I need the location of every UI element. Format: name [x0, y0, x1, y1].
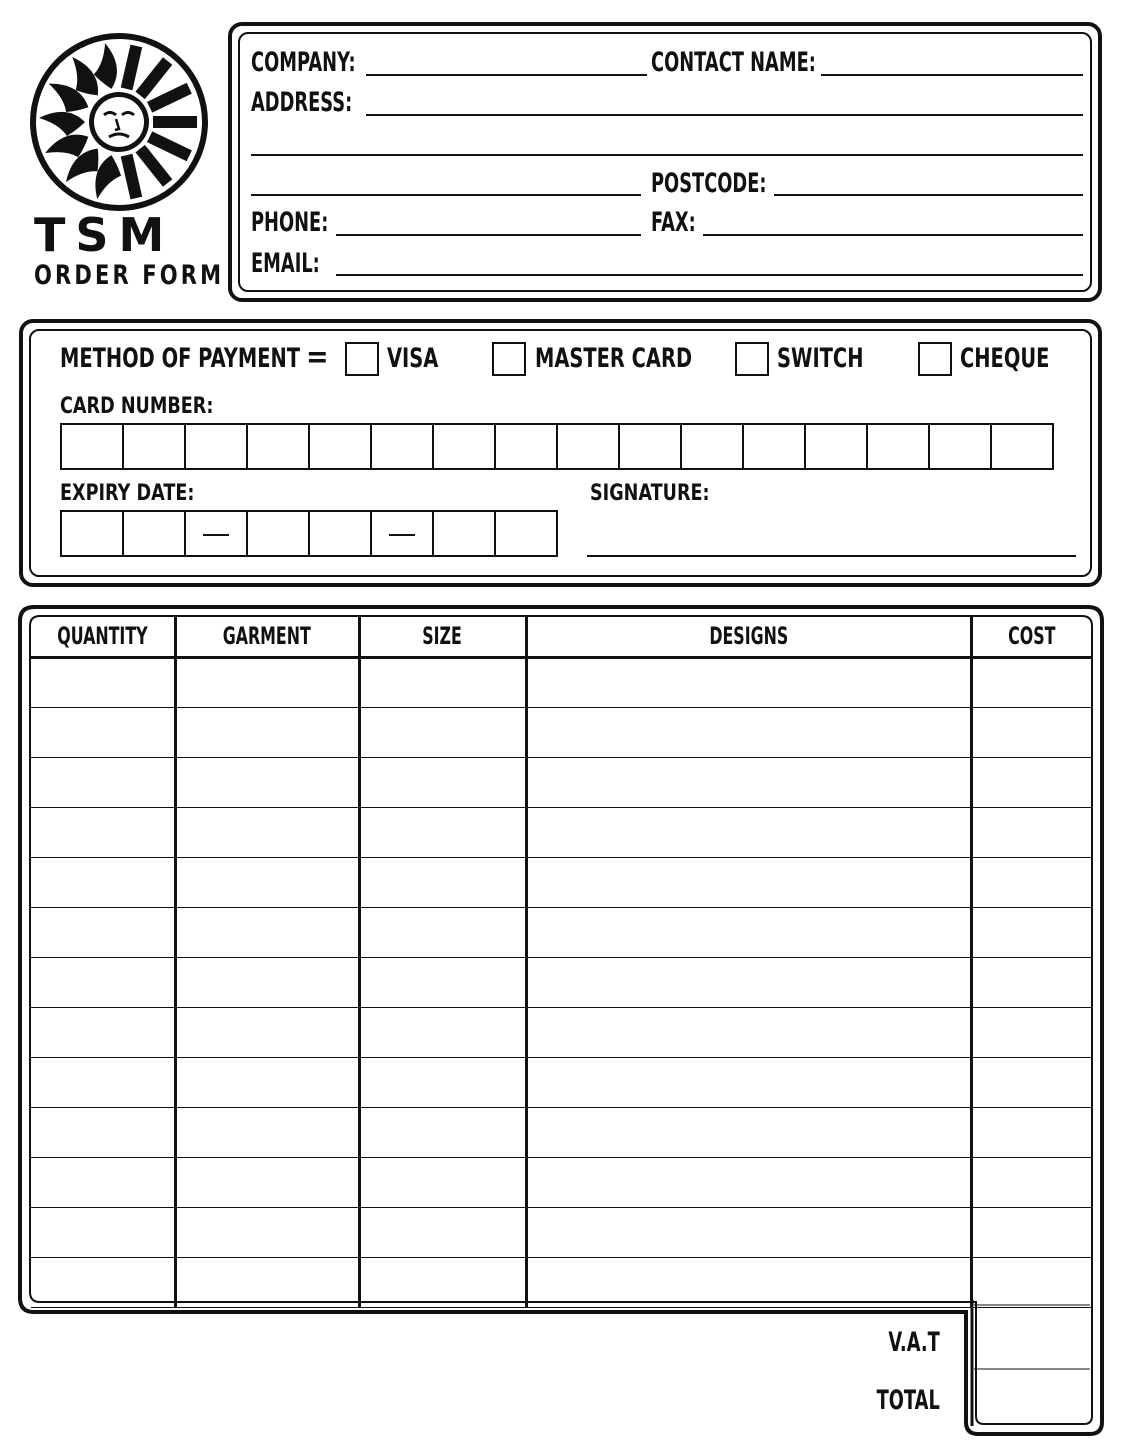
quantity-cell[interactable] — [31, 707, 175, 757]
card-number-digit-cell[interactable] — [62, 425, 124, 468]
signature-field[interactable] — [587, 555, 1076, 557]
card-number-digit-cell[interactable] — [806, 425, 868, 468]
total-label: TOTAL — [876, 1385, 940, 1416]
cost-cell[interactable] — [971, 1007, 1091, 1057]
expiry-date-digit-cell[interactable] — [124, 512, 186, 555]
garment-cell[interactable] — [175, 1107, 359, 1157]
total-cost-field[interactable] — [976, 1371, 1090, 1423]
quantity-cell[interactable] — [31, 757, 175, 807]
payment-method-equals: = — [306, 340, 329, 375]
garment-cell[interactable] — [175, 657, 359, 707]
payment-method-label: METHOD OF PAYMENT — [60, 343, 301, 374]
designs-cell[interactable] — [526, 707, 971, 757]
designs-cell[interactable] — [526, 1107, 971, 1157]
cost-cell[interactable] — [971, 707, 1091, 757]
table-row — [31, 907, 1091, 957]
postcode-field[interactable] — [774, 194, 1083, 196]
email-label: EMAIL: — [251, 248, 320, 279]
designs-cell[interactable] — [526, 807, 971, 857]
cost-cell[interactable] — [971, 907, 1091, 957]
card-number-digit-cell[interactable] — [744, 425, 806, 468]
company-label: COMPANY: — [251, 47, 356, 78]
card-number-digit-cell[interactable] — [248, 425, 310, 468]
quantity-cell[interactable] — [31, 857, 175, 907]
email-field[interactable] — [336, 274, 1083, 276]
quantity-cell[interactable] — [31, 907, 175, 957]
expiry-date-field[interactable] — [60, 510, 558, 557]
table-row — [31, 1257, 1091, 1307]
card-number-digit-cell[interactable] — [434, 425, 496, 468]
table-row — [31, 707, 1091, 757]
designs-cell[interactable] — [526, 1257, 971, 1307]
card-number-digit-cell[interactable] — [930, 425, 992, 468]
garment-cell[interactable] — [175, 1007, 359, 1057]
date-separator — [389, 534, 415, 536]
size-cell[interactable] — [359, 707, 526, 757]
card-number-field[interactable] — [60, 423, 1054, 470]
size-cell[interactable] — [359, 807, 526, 857]
size-cell[interactable] — [359, 757, 526, 807]
table-row — [31, 1007, 1091, 1057]
designs-cell[interactable] — [526, 1207, 971, 1257]
quantity-cell[interactable] — [31, 1057, 175, 1107]
cost-cell[interactable] — [971, 957, 1091, 1007]
quantity-cell[interactable] — [31, 1207, 175, 1257]
table-row — [31, 857, 1091, 907]
signature-label: SIGNATURE: — [590, 481, 710, 506]
column-header-quantity: QUANTITY — [31, 617, 175, 657]
visa-label: VISA — [387, 343, 439, 374]
address-field-line-1[interactable] — [366, 114, 1083, 116]
vat-cost-field[interactable] — [976, 1307, 1090, 1367]
cost-cell[interactable] — [971, 1257, 1091, 1307]
quantity-cell[interactable] — [31, 957, 175, 1007]
table-row — [31, 1157, 1091, 1207]
phone-label: PHONE: — [251, 207, 329, 238]
expiry-date-digit-cell[interactable] — [496, 512, 556, 555]
expiry-date-label: EXPIRY DATE: — [60, 481, 195, 506]
cost-cell[interactable] — [971, 1207, 1091, 1257]
quantity-cell[interactable] — [31, 1007, 175, 1057]
garment-cell[interactable] — [175, 1207, 359, 1257]
garment-cell[interactable] — [175, 1057, 359, 1107]
expiry-date-digit-cell[interactable] — [434, 512, 496, 555]
garment-cell[interactable] — [175, 707, 359, 757]
garment-cell[interactable] — [175, 907, 359, 957]
cost-cell[interactable] — [971, 857, 1091, 907]
designs-cell[interactable] — [526, 857, 971, 907]
card-number-digit-cell[interactable] — [558, 425, 620, 468]
table-row — [31, 657, 1091, 707]
expiry-date-digit-cell[interactable] — [248, 512, 310, 555]
size-cell[interactable] — [359, 907, 526, 957]
cost-cell[interactable] — [971, 1157, 1091, 1207]
column-header-size: SIZE — [359, 617, 526, 657]
company-field[interactable] — [366, 74, 647, 76]
card-number-digit-cell[interactable] — [992, 425, 1052, 468]
garment-cell[interactable] — [175, 807, 359, 857]
designs-cell[interactable] — [526, 657, 971, 707]
postcode-label: POSTCODE: — [651, 168, 767, 199]
card-number-digit-cell[interactable] — [372, 425, 434, 468]
card-number-label: CARD NUMBER: — [60, 394, 214, 419]
cheque-label: CHEQUE — [960, 343, 1050, 374]
address-field-line-3[interactable] — [251, 194, 641, 196]
size-cell[interactable] — [359, 657, 526, 707]
card-number-digit-cell[interactable] — [310, 425, 372, 468]
vat-label: V.A.T — [888, 1327, 940, 1358]
mastercard-checkbox[interactable] — [492, 342, 526, 376]
garment-cell[interactable] — [175, 957, 359, 1007]
size-cell[interactable] — [359, 1107, 526, 1157]
fax-field[interactable] — [703, 234, 1083, 236]
table-row — [31, 807, 1091, 857]
size-cell[interactable] — [359, 857, 526, 907]
quantity-cell[interactable] — [31, 1257, 175, 1307]
column-header-cost: COST — [971, 617, 1091, 657]
garment-cell[interactable] — [175, 1157, 359, 1207]
brand-name: TSM — [34, 208, 175, 262]
contact-name-field[interactable] — [821, 74, 1083, 76]
size-cell[interactable] — [359, 1257, 526, 1307]
mastercard-label: MASTER CARD — [535, 343, 693, 374]
switch-label: SWITCH — [777, 343, 864, 374]
fax-label: FAX: — [651, 207, 696, 238]
expiry-date-separator-cell — [186, 512, 248, 555]
form-title: ORDER FORM — [34, 260, 225, 291]
column-header-designs: DESIGNS — [526, 617, 971, 657]
garment-cell[interactable] — [175, 857, 359, 907]
table-row — [31, 957, 1091, 1007]
size-cell[interactable] — [359, 1207, 526, 1257]
size-cell[interactable] — [359, 1007, 526, 1057]
phone-field[interactable] — [336, 234, 641, 236]
sun-face-icon — [30, 33, 208, 211]
expiry-date-digit-cell[interactable] — [310, 512, 372, 555]
designs-cell[interactable] — [526, 957, 971, 1007]
table-row — [31, 1107, 1091, 1157]
table-row — [31, 757, 1091, 807]
cost-cell[interactable] — [971, 807, 1091, 857]
garment-cell[interactable] — [175, 757, 359, 807]
card-number-digit-cell[interactable] — [682, 425, 744, 468]
designs-cell[interactable] — [526, 1157, 971, 1207]
quantity-cell[interactable] — [31, 807, 175, 857]
card-number-digit-cell[interactable] — [496, 425, 558, 468]
address-field-line-2[interactable] — [251, 154, 1083, 156]
card-number-digit-cell[interactable] — [868, 425, 930, 468]
expiry-date-digit-cell[interactable] — [62, 512, 124, 555]
address-label: ADDRESS: — [251, 87, 353, 118]
table-row — [31, 1057, 1091, 1107]
designs-cell[interactable] — [526, 907, 971, 957]
cost-cell[interactable] — [971, 757, 1091, 807]
switch-checkbox[interactable] — [735, 342, 769, 376]
quantity-cell[interactable] — [31, 1107, 175, 1157]
contact-name-label: CONTACT NAME: — [651, 47, 816, 78]
table-row — [31, 1207, 1091, 1257]
quantity-cell[interactable] — [31, 657, 175, 707]
designs-cell[interactable] — [526, 757, 971, 807]
date-separator — [203, 534, 229, 536]
designs-cell[interactable] — [526, 1007, 971, 1057]
cost-cell[interactable] — [971, 1057, 1091, 1107]
order-table — [31, 617, 1091, 1308]
cost-cell[interactable] — [971, 1107, 1091, 1157]
visa-checkbox[interactable] — [345, 342, 379, 376]
column-header-garment: GARMENT — [175, 617, 359, 657]
cheque-checkbox[interactable] — [918, 342, 952, 376]
cost-cell[interactable] — [971, 657, 1091, 707]
quantity-cell[interactable] — [31, 1157, 175, 1207]
card-number-digit-cell[interactable] — [620, 425, 682, 468]
designs-cell[interactable] — [526, 1057, 971, 1107]
card-number-digit-cell[interactable] — [124, 425, 186, 468]
size-cell[interactable] — [359, 1157, 526, 1207]
expiry-date-separator-cell — [372, 512, 434, 555]
garment-cell[interactable] — [175, 1257, 359, 1307]
size-cell[interactable] — [359, 957, 526, 1007]
size-cell[interactable] — [359, 1057, 526, 1107]
card-number-digit-cell[interactable] — [186, 425, 248, 468]
